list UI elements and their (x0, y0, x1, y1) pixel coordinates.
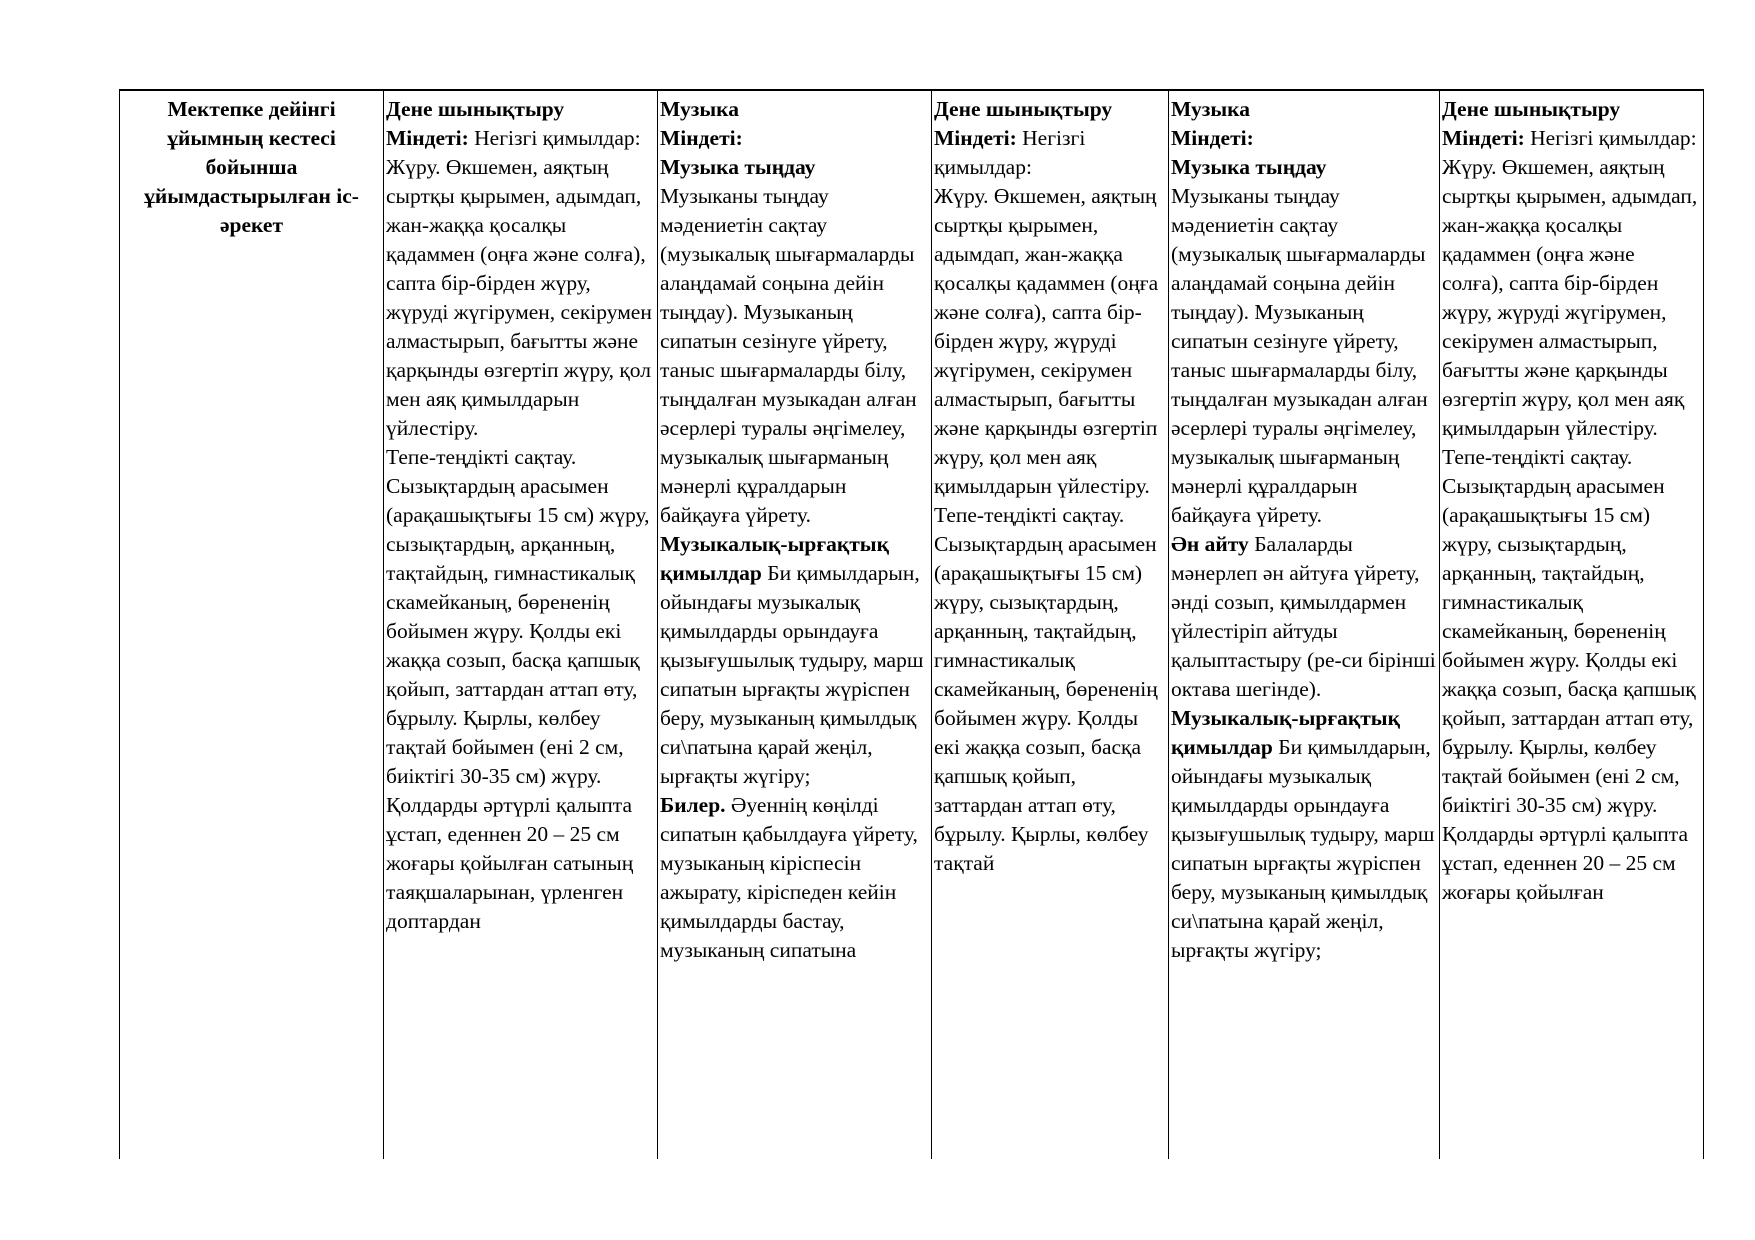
paragraph-bold-lead: Ән айту (1171, 532, 1249, 556)
paragraph-bold-lead: Дене шынықтыру (1442, 97, 1621, 121)
paragraph-text: Тепе-теңдікті сақтау. Сызықтардың арасымен (арақашықтығы 15 см) жүру, сызықтардың, арқанның, тақтайдың, гимнастикалық скамейканың, бөрененің бойымен жүру. Қолды екі жаққа созып, басқа қапшық қойып, заттардан аттап өту, бұрылу. Қырлы, көлбеу тақтай бойымен (ені 2 см, биіктігі 30-35 см) жүру. Қолдарды әртүрлі қалыпта ұстап, еденнен 20 – 25 см жоғары қойылған сатының таяқшаларынан, үрленген доптардан (386, 445, 650, 933)
column-cell-2 (658, 90, 932, 1159)
cell-paragraph (934, 182, 1166, 501)
cell-paragraph (660, 530, 929, 791)
paragraph-bold-lead: Міндеті: (934, 126, 1017, 150)
paragraph-bold-lead: Міндеті: (1171, 126, 1254, 150)
paragraph-bold-lead: Міндеті: (1442, 126, 1525, 150)
cell-paragraph (1171, 95, 1437, 124)
paragraph-bold-lead: Музыка тыңдау (1171, 155, 1327, 179)
cell-paragraph (1442, 443, 1701, 907)
paragraph-bold-lead: Музыкалық-ырғақтық қимылдар (660, 532, 889, 585)
paragraph-text: Музыканы тыңдау мәдениетін сақтау (музыкалық шығармаларды алаңдамай соңына дейін тыңдау). Музыканың сипатын сезінуге үйрету, таныс шығармаларды білу, тыңдалған музыкадан алған әсерлері туралы әңгімелеу, музыкалық шығарманың мәнерлі құралдарын байқауға үйрету. (660, 184, 917, 527)
paragraph-bold-lead: Музыка (660, 97, 739, 121)
cell-paragraph (386, 443, 655, 936)
cell-paragraph (386, 153, 655, 443)
cell-paragraph (1171, 153, 1437, 182)
paragraph-text: Би қимылдарын, ойындағы музыкалық қимылдарды орындауға қызығушылық тудыру, марш сипатын ырғақты жүріспен беру, музыканың қимылдық си\патына қарай жеңіл, ырғақты жүгіру; (660, 561, 924, 788)
cell-paragraph (1171, 530, 1437, 704)
paragraph-text: Жүру. Өкшемен, аяқтың сыртқы қырымен, адымдап, жан-жаққа қосалқы қадаммен (оңға және солға), сапта бір-бірден жүру, жүруді жүгірумен, секірумен алмастырып, бағытты және қарқынды өзгертіп жүру, қол мен аяқ қимылдарын үйлестіру. (1442, 155, 1698, 440)
cell-paragraph (660, 182, 929, 530)
paragraph-bold-lead: Дене шынықтыру (934, 97, 1113, 121)
paragraph-text: Негізгі қимылдар: (1524, 126, 1697, 150)
paragraph-text: Әуеннің көңілді сипатын қабылдауға үйрету, музыканың кіріспесін ажырату, кіріспеден кейін қимылдарды бастау, музыканың сипатына (660, 793, 918, 962)
cell-paragraph (1442, 153, 1701, 443)
cell-paragraph (1442, 95, 1701, 124)
cell-paragraph (660, 124, 929, 153)
paragraph-bold-lead: Билер. (660, 793, 726, 817)
paragraph-text: Жүру. Өкшемен, аяқтың сыртқы қырымен, адымдап, жан-жаққа қосалқы қадаммен (оңға және солға), сапта бір-бірден жүру, жүруді жүгірумен, секірумен алмастырып, бағытты және қарқынды өзгертіп жүру, қол мен аяқ қимылдарын үйлестіру. (934, 184, 1159, 498)
paragraph-text: Негізгі қимылдар: (934, 126, 1086, 179)
column-cell-1 (384, 90, 658, 1159)
cell-paragraph (1171, 704, 1437, 965)
cell-paragraph (1171, 124, 1437, 153)
cell-paragraph (1442, 124, 1701, 153)
paragraph-bold-lead: Музыка тыңдау (660, 155, 816, 179)
column-cell-4 (1169, 90, 1440, 1159)
cell-paragraph (934, 501, 1166, 878)
paragraph-text: Негізгі қимылдар: (468, 126, 641, 150)
cell-paragraph (660, 791, 929, 965)
paragraph-bold-lead: Міндеті: (386, 126, 469, 150)
cell-paragraph (386, 95, 655, 124)
paragraph-text: Музыканы тыңдау мәдениетін сақтау (музыкалық шығармаларды алаңдамай соңына дейін тыңдау). Музыканың сипатын сезінуге үйрету, таныс шығармаларды білу, тыңдалған музыкадан алған әсерлері туралы әңгімелеу, музыкалық шығарманың мәнерлі құралдарын байқауға үйрету. (1171, 184, 1428, 527)
row-header-cell: Мектепке дейінгі ұйымның кестесі бойынша ұйымдастырылған іс-әрекет (120, 90, 384, 1159)
cell-paragraph (934, 95, 1166, 124)
paragraph-text: Би қимылдарын, ойындағы музыкалық қимылдарды орындауға қызығушылық тудыру, марш сипатын ырғақты жүріспен беру, музыканың қимылдық си\патына қарай жеңіл, ырғақты жүгіру; (1171, 735, 1435, 962)
cell-paragraph (934, 124, 1166, 182)
column-cell-5 (1440, 90, 1704, 1159)
cell-paragraph (660, 95, 929, 124)
table-row (120, 90, 1704, 1159)
paragraph-text: Тепе-теңдікті сақтау. Сызықтардың арасымен (арақашықтығы 15 см) жүру, сызықтардың, арқанның, тақтайдың, гимнастикалық скамейканың, бөрененің бойымен жүру. Қолды екі жаққа созып, басқа қапшық қойып, заттардан аттап өту, бұрылу. Қырлы, көлбеу тақтай бойымен (ені 2 см, биіктігі 30-35 см) жүру. Қолдарды әртүрлі қалыпта ұстап, еденнен 20 – 25 см жоғары қойылған (1442, 445, 1696, 904)
paragraph-bold-lead: Дене шынықтыру (386, 97, 565, 121)
paragraph-bold-lead: Музыка (1171, 97, 1250, 121)
paragraph-text: Тепе-теңдікті сақтау. Сызықтардың арасымен (арақашықтығы 15 см) жүру, сызықтардың, арқанның, тақтайдың, гимнастикалық скамейканың, бөрененің бойымен жүру. Қолды екі жаққа созып, басқа қапшық қойып, заттардан аттап өту, бұрылу. Қырлы, көлбеу тақтай (934, 503, 1158, 875)
paragraph-bold-lead: Музыкалық-ырғақтық қимылдар (1171, 706, 1400, 759)
cell-paragraph (386, 124, 655, 153)
cell-paragraph (1171, 182, 1437, 530)
paragraph-text: Балаларды мәнерлеп ән айтуға үйрету, әнді созып, қимылдармен үйлестіріп айтуды қалыптастыру (ре-си бірінші октава шегінде). (1171, 532, 1436, 701)
cell-paragraph (660, 153, 929, 182)
schedule-table (119, 89, 1704, 1159)
column-cell-3 (932, 90, 1169, 1159)
paragraph-text: Жүру. Өкшемен, аяқтың сыртқы қырымен, адымдап, жан-жаққа қосалқы қадаммен (оңға және солға), сапта бір-бірден жүру, жүруді жүгірумен, секірумен алмастырып, бағытты және қарқынды өзгертіп жүру, қол мен аяқ қимылдарын үйлестіру. (386, 155, 652, 440)
paragraph-bold-lead: Міндеті: (660, 126, 743, 150)
